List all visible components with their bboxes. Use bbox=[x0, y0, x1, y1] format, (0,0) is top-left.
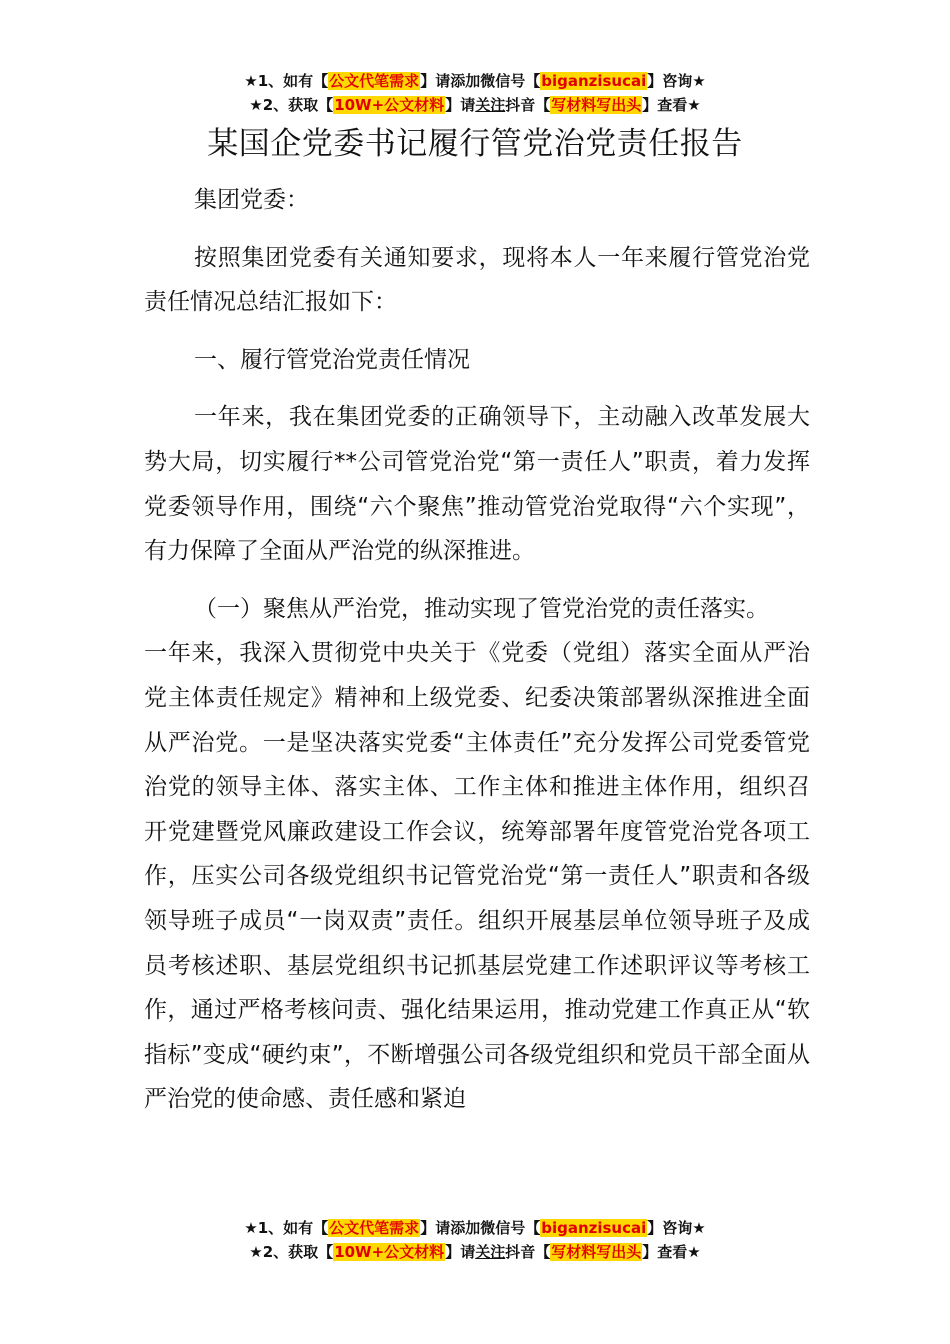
promo-highlight: 公文代笔需求 bbox=[329, 72, 420, 90]
promo-text: ★2、获取【 bbox=[249, 96, 334, 114]
document-body bbox=[144, 178, 810, 1135]
promo-line-1 bbox=[0, 1216, 950, 1240]
promo-highlight: 公文代笔需求 bbox=[329, 1219, 420, 1237]
section-heading: 一、履行管党治党责任情况 bbox=[194, 346, 470, 373]
promo-text: 】咨询★ bbox=[647, 72, 706, 90]
promo-text: ★1、如有【 bbox=[244, 72, 329, 90]
subsection-heading-line: （一）聚焦从严治党，推动实现了管党治党的责任落实。 bbox=[194, 595, 769, 622]
promo-text: 】请添加微信号【 bbox=[420, 72, 541, 90]
wechat-id-highlight: biganzisucai bbox=[541, 1219, 647, 1237]
intro-paragraph: 按照集团党委有关通知要求，现将本人一年来履行管党治党责任情况总结汇报如下： bbox=[144, 244, 810, 316]
promo-text: 】请 bbox=[445, 96, 476, 114]
promo-text: 】请添加微信号【 bbox=[420, 1219, 541, 1237]
promo-text: ★2、获取【 bbox=[249, 1243, 334, 1261]
promo-text: 】请 bbox=[445, 1243, 476, 1261]
document-title: 某国企党委书记履行管党治党责任报告 bbox=[207, 126, 743, 162]
promo-underlined: 关注 bbox=[475, 96, 506, 114]
promo-banner-top bbox=[0, 69, 950, 117]
promo-banner-bottom bbox=[0, 1216, 950, 1264]
promo-line-1 bbox=[0, 69, 950, 93]
promo-text: 】咨询★ bbox=[647, 1219, 706, 1237]
wechat-id-highlight: biganzisucai bbox=[541, 72, 647, 90]
promo-line-2 bbox=[0, 93, 950, 117]
promo-text: 抖音【 bbox=[505, 96, 551, 114]
promo-highlight: 10W+公文材料 bbox=[334, 1243, 445, 1261]
douyin-account-highlight: 写材料写出头 bbox=[551, 1243, 642, 1261]
salutation: 集团党委： bbox=[194, 187, 309, 213]
section-paragraph: 一年来，我在集团党委的正确领导下，主动融入改革发展大势大局，切实履行**公司管党治党“第一责任人”职责，着力发挥党委领导作用，围绕“六个聚焦”推动管党治党取得“六个实现”，有力保障了全面从严治党的纵深推进。 bbox=[144, 404, 810, 565]
subsection-paragraph: 一年来，我深入贯彻党中央关于《党委（党组）落实全面从严治党主体责任规定》精神和上级党委、纪委决策部署纵深推进全面从严治党。一是坚决落实党委“主体责任”充分发挥公司党委管党治党的领导主体、落实主体、工作主体和推进主体作用，组织召开党建暨党风廉政建设工作会议，统筹部署年度管党治党各项工作，压实公司各级党组织书记管党治党“第一责任人”职责和各级领导班子成员“一岗双责”责任。组织开展基层单位领导班子及成员考核述职、基层党组织书记抓基层党建工作述职评议等考核工作，通过严格考核问责、强化结果运用，推动党建工作真正从“软指标”变成“硬约束”，不断增强公司各级党组织和党员干部全面从严治党的使命感、责任感和紧迫 bbox=[144, 640, 810, 1113]
promo-underlined: 关注 bbox=[475, 1243, 506, 1261]
promo-text: 】查看★ bbox=[642, 1243, 701, 1261]
promo-text: 】查看★ bbox=[642, 96, 701, 114]
promo-line-2 bbox=[0, 1240, 950, 1264]
promo-text: 抖音【 bbox=[505, 1243, 551, 1261]
douyin-account-highlight: 写材料写出头 bbox=[551, 96, 642, 114]
promo-highlight: 10W+公文材料 bbox=[334, 96, 445, 114]
promo-text: ★1、如有【 bbox=[244, 1219, 329, 1237]
